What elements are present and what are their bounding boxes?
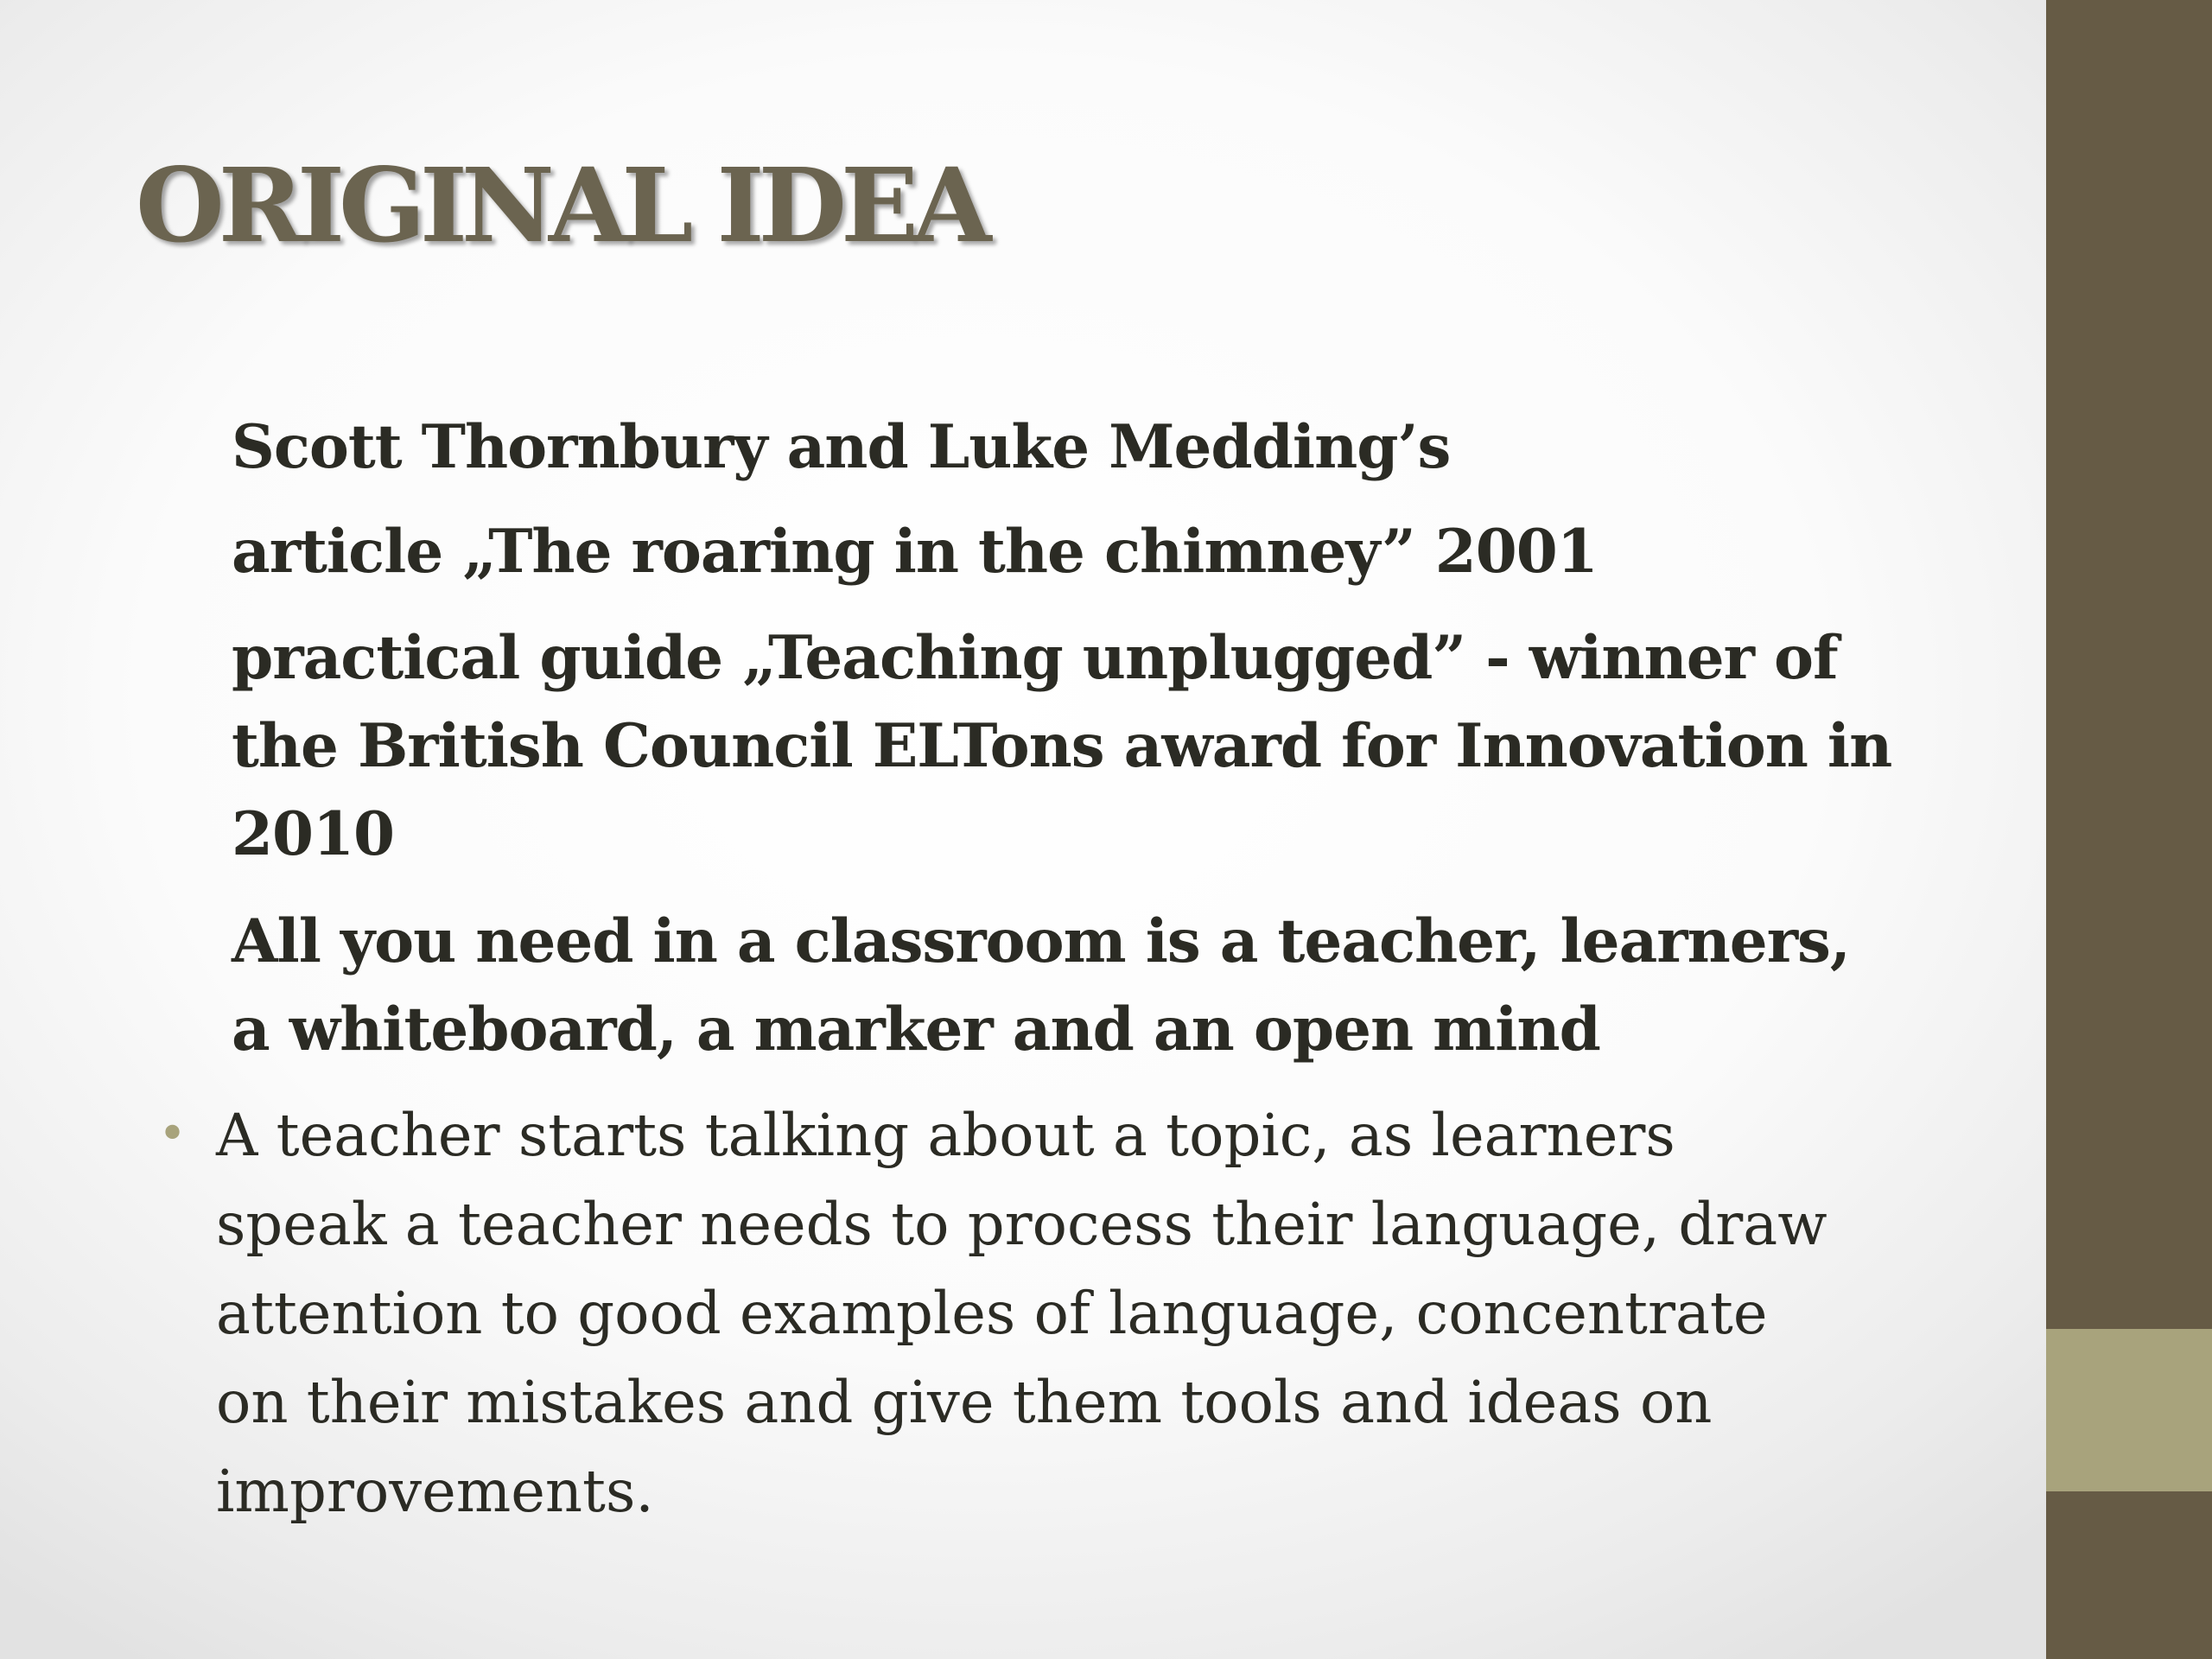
guide-paragraph [232, 614, 1968, 879]
text-line: 2010 [232, 799, 395, 869]
text-line: article „The roaring in the chimney” 2001 [232, 517, 1598, 587]
bullet-dot-icon: • [158, 1106, 188, 1162]
text-line: practical guide „Teaching unplugged” - winner of [232, 623, 1838, 693]
text-line: a whiteboard, a marker and an open mind [232, 995, 1600, 1065]
text-line: speak a teacher needs to process their language, draw [216, 1191, 1827, 1258]
text-line: A teacher starts talking about a topic, as learners [216, 1102, 1675, 1169]
text-line: improvements. [216, 1458, 654, 1525]
bullet-paragraph [216, 1091, 1953, 1536]
text-line: All you need in a classroom is a teacher, learners, [232, 906, 1850, 976]
text-line: Scott Thornbury and Luke Medding’s [232, 412, 1451, 482]
slide-title: ORIGINAL IDEA [136, 145, 986, 265]
text-line: attention to good examples of language, concentrate [216, 1280, 1768, 1347]
article-paragraph [232, 508, 1968, 596]
authors-paragraph [232, 404, 1968, 492]
text-line: on their mistakes and give them tools and ideas on [216, 1369, 1713, 1436]
side-accent-block [2046, 1329, 2212, 1491]
classroom-paragraph [232, 898, 1968, 1074]
text-line: the British Council ELTons award for Innovation in [232, 711, 1892, 781]
